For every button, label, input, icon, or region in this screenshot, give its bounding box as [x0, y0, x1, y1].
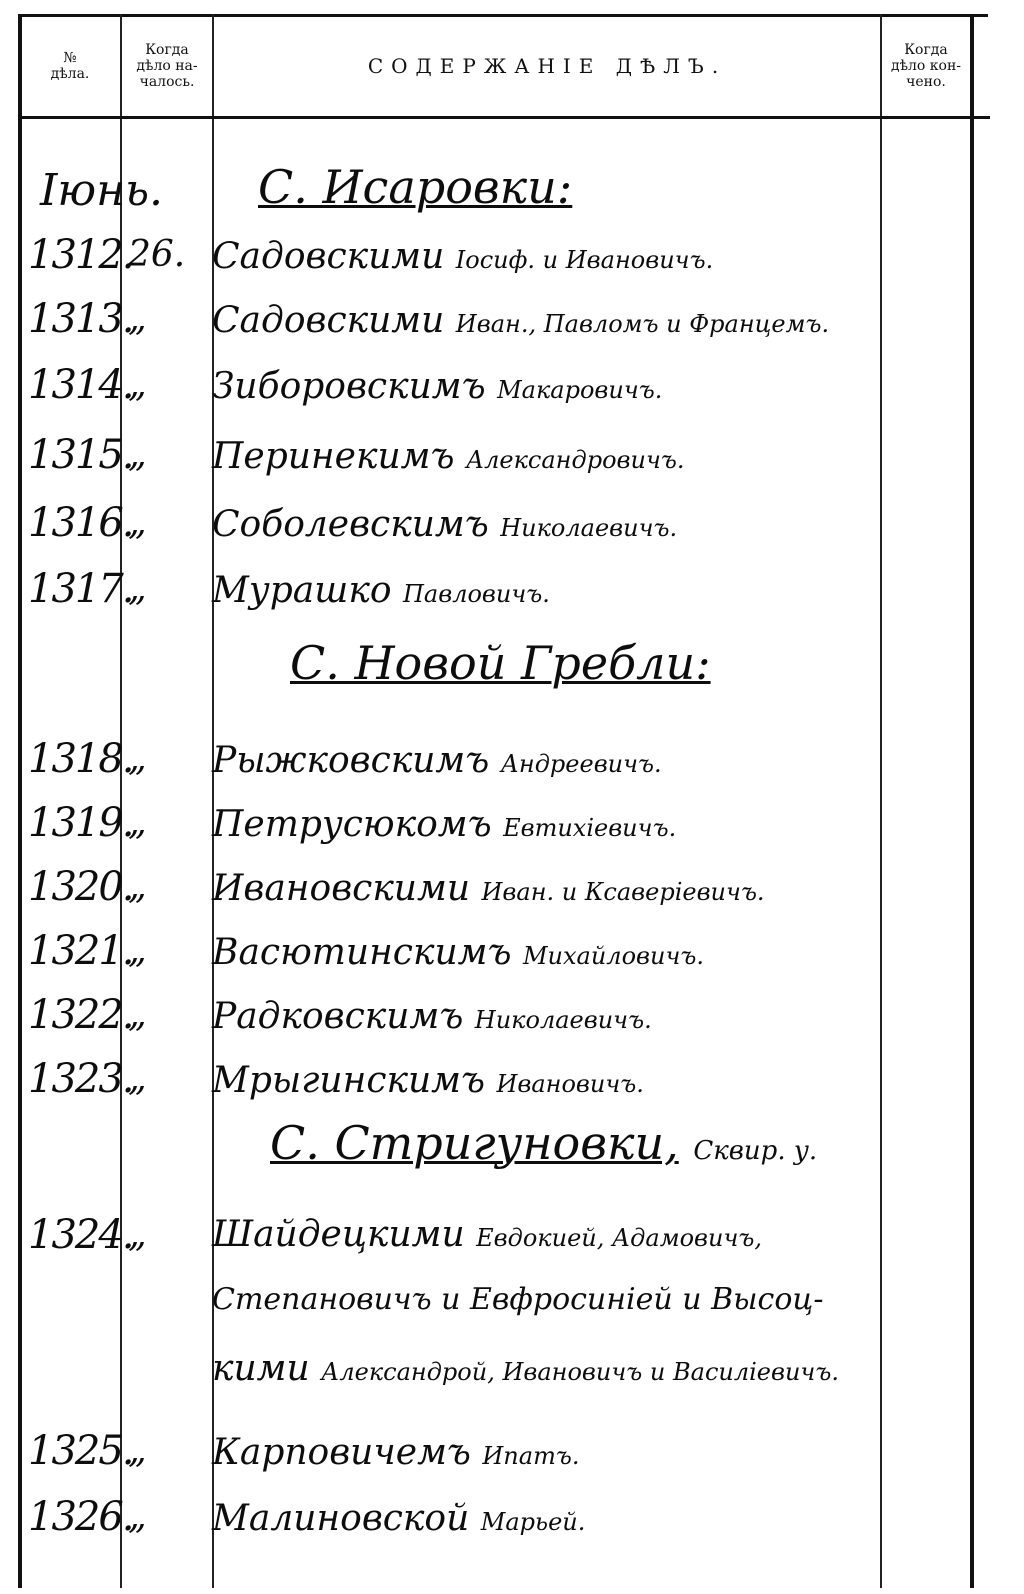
village-name: С. Новой Гребли:: [290, 636, 711, 690]
case-number: 1313.: [28, 296, 133, 342]
entry-given-names: Иван., Павломъ и Францемъ.: [455, 310, 830, 338]
table-left-border: [18, 14, 22, 1588]
case-entry: [212, 804, 676, 845]
case-day: „: [128, 364, 147, 405]
entry-given-names: Николаевичъ.: [474, 1006, 652, 1034]
case-number: 1318.: [28, 736, 133, 782]
village-name: С. Исаровки:: [258, 160, 573, 214]
entry-given-names: Михайловичъ.: [522, 942, 704, 970]
case-day: „: [128, 866, 147, 907]
header-date-ended: Когда дѣло кон- чено.: [890, 42, 962, 90]
entry-surname: Малиновской: [212, 1498, 470, 1539]
entry-surname: Мурашко: [212, 570, 392, 611]
entry-given-names: Александровичъ.: [465, 446, 685, 474]
entry-given-names: Ивановичъ.: [496, 1070, 644, 1098]
entry-given-names: Іосиф. и Ивановичъ.: [455, 246, 714, 274]
entry-given-names: Павловичъ.: [402, 580, 550, 608]
entry-given-names: Макаровичъ.: [497, 376, 663, 404]
case-entry: [212, 996, 652, 1037]
case-entry: [212, 504, 677, 545]
case-entry: [212, 1214, 762, 1255]
case-day: „: [128, 930, 147, 971]
case-number: 1322.: [28, 992, 133, 1038]
case-day: 26.: [128, 234, 186, 275]
case-day: „: [128, 502, 147, 543]
case-day: „: [128, 568, 147, 609]
case-number: 1324.: [28, 1212, 133, 1258]
header-contents: СОДЕРЖАНІЕ ДѢЛЪ.: [367, 54, 727, 78]
case-number: 1315.: [28, 432, 133, 478]
entry-surname: Мрыгинскимъ: [212, 1060, 486, 1101]
entry-surname: Васютинскимъ: [212, 932, 512, 973]
entry-given-names: Александрой, Ивановичъ и Василіевичъ.: [321, 1358, 839, 1386]
case-number: 1325.: [28, 1428, 133, 1474]
column-divider: [880, 14, 882, 1588]
case-number: 1321.: [28, 928, 133, 974]
entry-given-names: Иван. и Ксаверіевичъ.: [481, 878, 765, 906]
entry-surname: Радковскимъ: [212, 996, 464, 1037]
case-entry: [212, 300, 829, 341]
village-heading: [270, 1116, 817, 1170]
case-entry: [212, 436, 685, 477]
case-day: „: [128, 298, 147, 339]
case-number: 1316.: [28, 500, 133, 546]
entry-surname: Петрусюкомъ: [212, 804, 492, 845]
case-entry: [212, 236, 713, 277]
case-day: „: [128, 802, 147, 843]
entry-surname: Шайдецкими: [212, 1214, 465, 1255]
village-heading: [290, 636, 711, 690]
entry-surname: Садовскими: [212, 300, 445, 341]
entry-surname: Садовскими: [212, 236, 445, 277]
month-label: Іюнь.: [40, 165, 164, 216]
case-number: 1320.: [28, 864, 133, 910]
case-entry: [212, 1498, 585, 1539]
case-number: 1314.: [28, 362, 133, 408]
table-right-border: [970, 14, 974, 1588]
case-day: „: [128, 1430, 147, 1471]
entry-surname: Ивановскими: [212, 868, 471, 909]
case-day: „: [128, 1496, 147, 1537]
case-number: 1326.: [28, 1494, 133, 1540]
case-entry-continuation: Степановичъ и Евфросиніей и Высоц-: [212, 1282, 824, 1317]
case-number: 1319.: [28, 800, 133, 846]
village-name: С. Стригуновки,: [270, 1116, 679, 1170]
case-day: „: [128, 434, 147, 475]
case-entry: [212, 570, 550, 611]
entry-given-names: Марьей.: [480, 1508, 586, 1536]
district-note: Сквир. у.: [693, 1136, 818, 1166]
case-entry-continuation: [212, 1348, 839, 1389]
entry-given-names: Евтихіевичъ.: [503, 814, 677, 842]
case-number: 1317.: [28, 566, 133, 612]
case-day: „: [128, 1214, 147, 1255]
entry-surname: Зиборовскимъ: [212, 366, 486, 407]
entry-surname: кими: [212, 1348, 310, 1389]
case-entry: [212, 740, 662, 781]
entry-given-names: Николаевичъ.: [500, 514, 678, 542]
case-entry: [212, 932, 704, 973]
case-day: „: [128, 994, 147, 1035]
header-case-number: № дѣла.: [50, 50, 90, 82]
case-entry: [212, 1432, 579, 1473]
case-day: „: [128, 738, 147, 779]
entry-surname: Рыжковскимъ: [212, 740, 490, 781]
entry-surname: Соболевскимъ: [212, 504, 489, 545]
entry-given-names: Ипатъ.: [482, 1442, 580, 1470]
header-divider: [18, 116, 990, 119]
entry-given-names: Евдокией, Адамовичъ,: [476, 1224, 763, 1252]
case-number: 1323.: [28, 1056, 133, 1102]
header-date-started: Когда дѣло на- чалось.: [136, 42, 198, 90]
entry-surname: Перинекимъ: [212, 436, 455, 477]
entry-given-names: Андреевичъ.: [500, 750, 662, 778]
case-number: 1312.: [28, 232, 133, 278]
case-entry: [212, 1060, 644, 1101]
case-entry: [212, 868, 765, 909]
entry-surname: Карповичемъ: [212, 1432, 471, 1473]
case-day: „: [128, 1058, 147, 1099]
case-entry: [212, 366, 662, 407]
village-heading: [258, 160, 572, 214]
